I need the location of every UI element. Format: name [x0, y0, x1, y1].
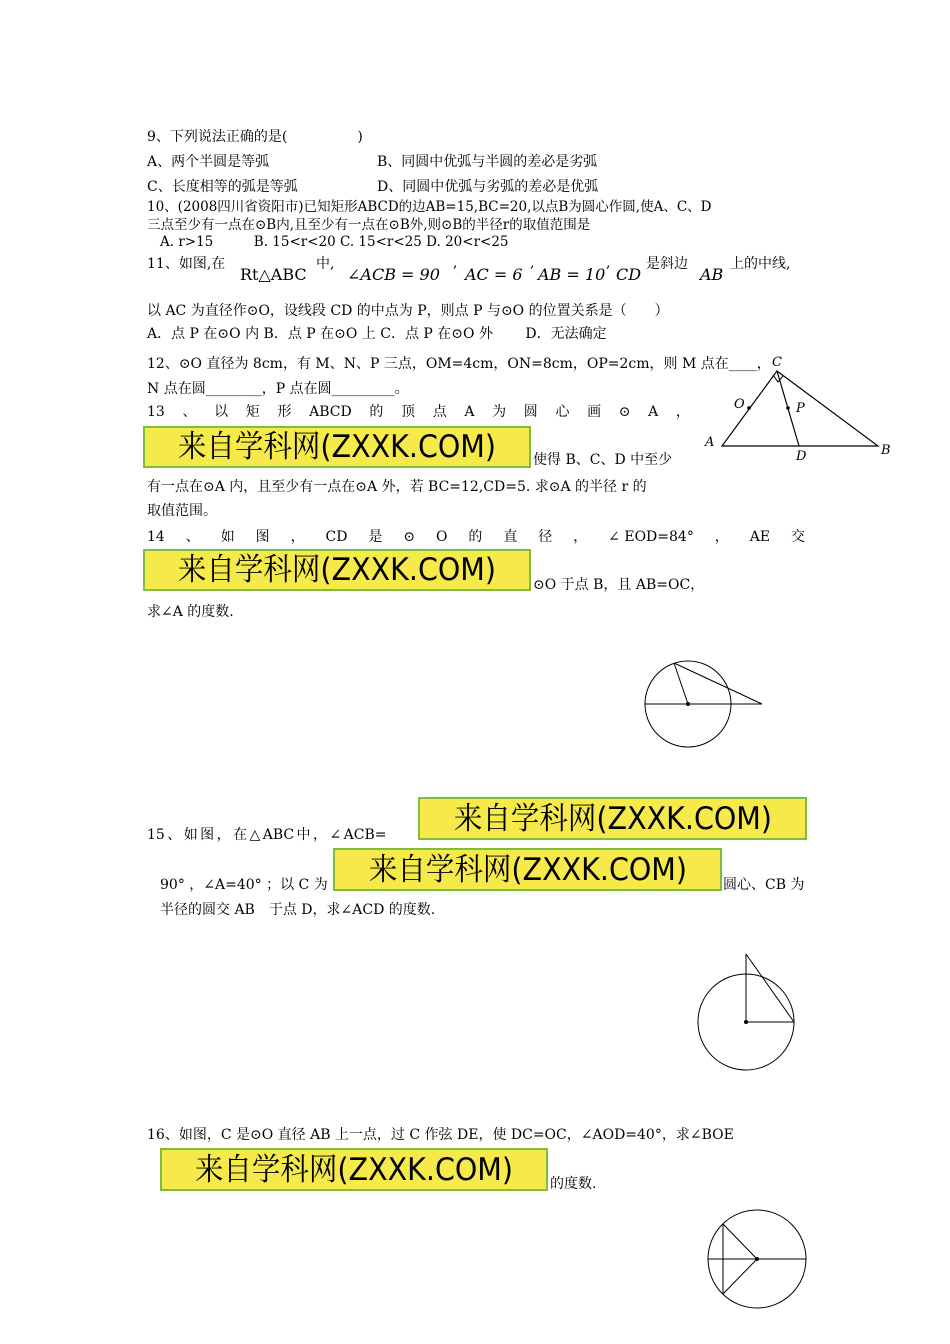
q10-line1: 10、(2008四川省资阳市)已知矩形ABCD的边AB=15,BC=20,以点B为圆心作圆,使A、C、D [147, 199, 712, 215]
q11-zhong: 中, [316, 256, 335, 272]
q9-option-c: C、长度相等的弧是等弧 [147, 179, 298, 195]
q16-line2-tail: 的度数. [550, 1176, 597, 1192]
watermark: 来自学科网(ZXXK.COM) [143, 426, 531, 468]
q11-options: A．点 P 在⊙O 内 B．点 P 在⊙O 上 C．点 P 在⊙O 外 D．无法确定 [147, 326, 607, 342]
q10-options: A. r>15 B. 15<r<20 C. 15<r<25 D. 20<r<25 [160, 234, 509, 250]
word: ⊙ [403, 529, 416, 545]
label-d: D [796, 449, 807, 464]
word: 以 [214, 404, 229, 420]
word: ABCD [309, 404, 352, 420]
q13-line2-tail: 使得 B、C、D 中至少 [533, 452, 673, 468]
word: ， [714, 529, 729, 545]
word: A [648, 404, 659, 420]
word: ， [290, 529, 305, 545]
word: 画 [587, 404, 602, 420]
q11-angle: ∠ACB = 90 [347, 265, 440, 284]
word: 直 [503, 529, 518, 545]
q11-comma2: , [530, 255, 535, 271]
q14-line2-tail: ⊙O 于点 B，且 AB=OC， [533, 577, 705, 593]
q9-option-d: D、同圆中优弧与劣弧的差必是优弧 [377, 179, 599, 195]
word: 点 [432, 404, 447, 420]
word: CD [325, 529, 348, 545]
word: 是 [368, 529, 383, 545]
q11-shibian: 是斜边 [646, 256, 688, 272]
q15-line2-head: 90° ，∠A=40° ；以 C 为 [160, 877, 328, 893]
word: AE [749, 529, 771, 545]
word: 为 [492, 404, 507, 420]
q13-line3: 有一点在⊙A 内，且至少有一点在⊙A 外，若 BC=12,CD=5. 求⊙A 的半径 r 的 [147, 479, 647, 495]
q15-line2-tail: 圆心、CB 为 [723, 877, 805, 893]
watermark: 来自学科网(ZXXK.COM) [143, 549, 531, 591]
word: 矩 [245, 404, 260, 420]
q11-rt-triangle: Rt△ABC [240, 265, 307, 284]
q15-line3: 半径的圆交 AB 于点 D，求∠ACD 的度数. [160, 902, 436, 918]
watermark: 来自学科网(ZXXK.COM) [160, 1148, 548, 1191]
word: 的 [468, 529, 483, 545]
label-o: O [734, 397, 745, 412]
q11-comma3: , [606, 255, 611, 271]
label-p: P [796, 401, 805, 416]
word: 如 [220, 529, 235, 545]
q9-option-b: B、同圆中优弧与半圆的差必是劣弧 [377, 154, 598, 170]
word: 、 [182, 404, 197, 420]
q10-line2: 三点至少有一点在⊙B内,且至少有一点在⊙B外,则⊙B的半径r的取值范围是 [147, 217, 591, 233]
word: A [464, 404, 475, 420]
q11-ac: AC = 6 [465, 265, 523, 284]
word: 顶 [401, 404, 416, 420]
q9-stem: 9、下列说法正确的是( ) [147, 129, 363, 145]
word: 的 [369, 404, 384, 420]
word: 心 [555, 404, 570, 420]
label-a: A [705, 435, 715, 450]
word: 径 [538, 529, 553, 545]
q11-ab2: AB [700, 265, 724, 284]
word: ， [573, 529, 588, 545]
q11-prefix: 11、如图,在 [147, 256, 226, 272]
label-c: C [772, 355, 782, 370]
q15-line1: 15 、 如 图 ， 在 △ ABC 中 ， ∠ ACB= [147, 827, 387, 843]
q14-line3: 求∠A 的度数. [147, 604, 234, 620]
q9-option-a: A、两个半圆是等弧 [147, 154, 270, 170]
watermark: 来自学科网(ZXXK.COM) [418, 797, 807, 840]
q11-cd: CD [616, 265, 642, 284]
q11-comma1: , [453, 255, 458, 271]
q11-ab: AB = 10 [538, 265, 606, 284]
word: O [436, 529, 448, 545]
label-b: B [881, 443, 891, 458]
word: ∠ EOD=84° [608, 529, 694, 545]
word: 、 [185, 529, 200, 545]
watermark: 来自学科网(ZXXK.COM) [333, 848, 722, 891]
q11-line2: 以 AC 为直径作⊙O，设线段 CD 的中点为 P，则点 P 与⊙O 的位置关系是（ ） [147, 303, 669, 319]
word: 圆 [523, 404, 538, 420]
word: ， [675, 404, 690, 420]
q16-line1: 16、如图，C 是⊙O 直径 AB 上一点，过 C 作弦 DE，使 DC=OC，∠AOD=40°，求∠BOE [147, 1127, 734, 1143]
q13-line4: 取值范围。 [147, 503, 217, 519]
word: 图 [255, 529, 270, 545]
q12-line2: N 点在圆________，P 点在圆_________。 [147, 381, 409, 397]
word: ⊙ [618, 404, 631, 420]
word: 形 [277, 404, 292, 420]
q12-line1: 12、⊙O 直径为 8cm，有 M、N、P 三点，OM=4cm，ON=8cm，OP=2cm，则 M 点在____， [147, 356, 771, 372]
q11-suffix: 上的中线, [730, 256, 791, 272]
word: 13 [147, 404, 165, 420]
word: 14 [147, 529, 165, 545]
word: 交 [790, 529, 805, 545]
